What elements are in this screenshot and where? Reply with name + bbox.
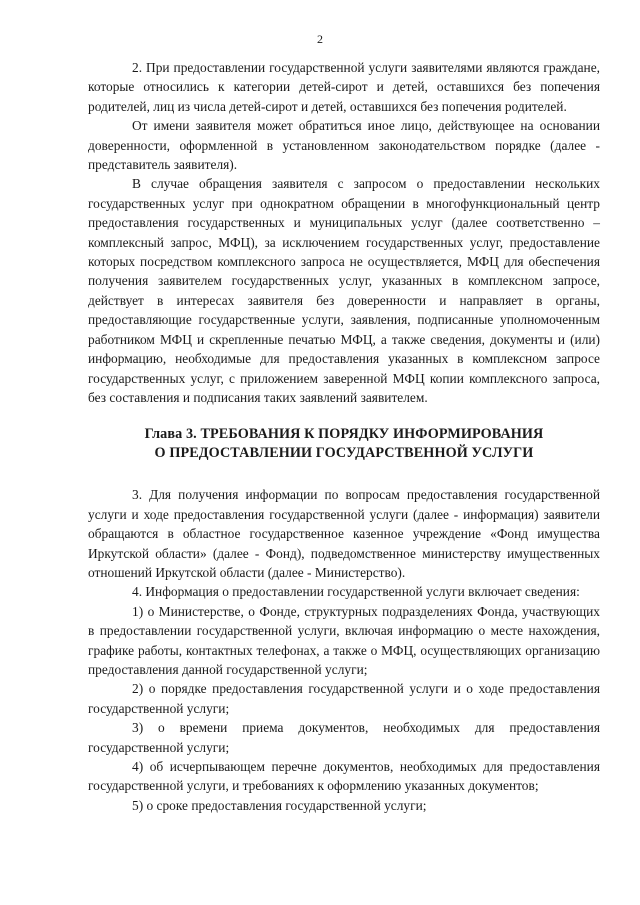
page-number: 2 [317,32,323,46]
list-item-4: 4) об исчерпывающем перечне документов, необходимых для предоставления государственной услуги, и требованиях к оформлению указанных документов; [88,759,600,794]
paragraph-applicants: 2. При предоставлении государственной услуги заявителями являются граждане, которые относились к категории детей-сирот и детей, оставшихся без попечения родителей, лиц из числа детей-сирот и детей, оставшихся без попечения родителей. [88,60,600,114]
list-item-5: 5) о сроке предоставления государственной услуги; [132,797,427,813]
paragraph-complex-request: В случае обращения заявителя с запросом о предоставлении нескольких государственных услуг при однократном обращении в многофункциональный центр предоставления государственных и муниципальных услуг (далее соответственно – комплексный запрос, МФЦ), за исключением государственных услуг, предоставление которых посредством комплексного запроса не осуществляется, МФЦ для обеспечения получения заявителем государственных услуг, указанных в комплексном запросе, действует в интересах заявителя без доверенности и направляет в органы, предоставляющие государственные услуги, заявления, подписанные уполномоченным работником МФЦ и скрепленные печатью МФЦ, а также сведения, документы и (или) информацию, необходимые для предоставления указанных в комплексном запросе государственных услуг, с приложением заверенной МФЦ копии комплексного запроса, без составления и подписания таких заявлений заявителем. [88,176,600,405]
paragraph-representative: От имени заявителя может обратиться иное лицо, действующее на основании доверенности, оформленной в установленном законодательством порядке (далее - представитель заявителя). [88,118,600,173]
chapter-heading [88,425,600,463]
list-item-3: 3) о времени приема документов, необходимых для предоставления государственной услуги; [88,720,600,755]
paragraph-item-4: 4. Информация о предоставлении государственной услуги включает сведения: [132,584,580,600]
paragraph-item-3: 3. Для получения информации по вопросам предоставления государственной услуги и ходе предоставления государственной услуги (далее - информация) заявители обращаются в областное государственное казенное учреждение «Фонд имущества Иркутской области» (далее - Фонд), подведомственное министерству имущественных отношений Иркутской области (далее - Министерство). [88,487,600,580]
document-body [88,58,600,815]
list-item-1: 1) о Министерстве, о Фонде, структурных подразделениях Фонда, участвующих в предоставлении государственной услуги, включая информацию о месте нахождения, графике работы, контактных телефонах, а также о МФЦ, осуществляющих организацию предоставления данной государственной услуги; [88,603,600,677]
chapter-heading-line-2: О ПРЕДОСТАВЛЕНИИ ГОСУДАРСТВЕННОЙ УСЛУГИ [154,445,534,462]
list-item-2: 2) о порядке предоставления государственной услуги и о ходе предоставления государственной услуги; [88,681,600,716]
chapter-heading-line-1: Глава 3. ТРЕБОВАНИЯ К ПОРЯДКУ ИНФОРМИРОВАНИЯ [144,426,544,443]
